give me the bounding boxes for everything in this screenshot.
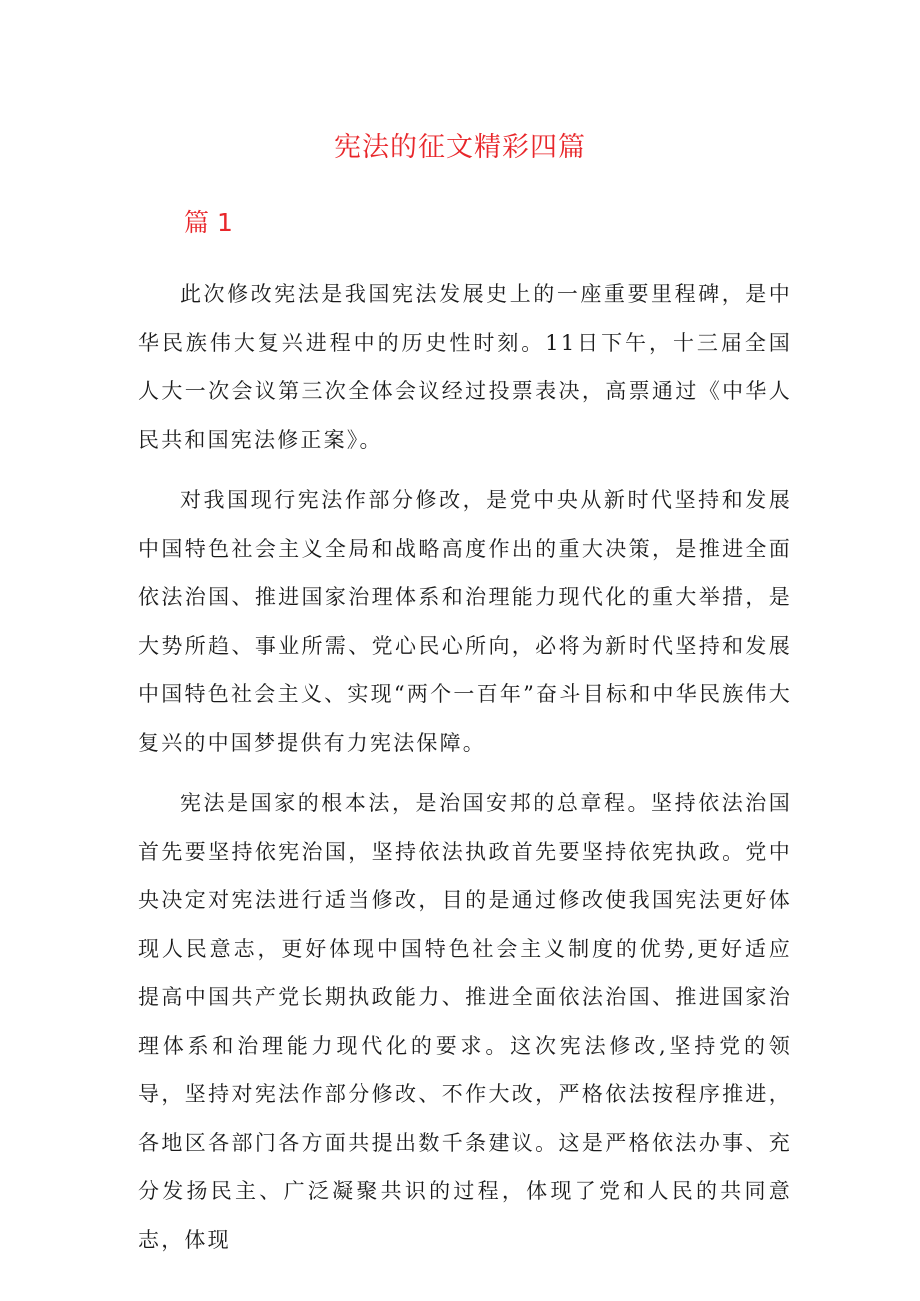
section-heading: 篇 1 xyxy=(184,208,233,237)
body-text xyxy=(138,270,792,1276)
paragraph-3: 宪法是国家的根本法，是治国安邦的总章程。坚持依法治国首先要坚持依宪治国，坚持依法执政首先要坚持依宪执政。党中央决定对宪法进行适当修改，目的是通过修改使我国宪法更好体现人民意志，更好体现中国特色社会主义制度的优势,更好适应提高中国共产党长期执政能力、推进全面依法治国、推进国家治理体系和治理能力现代化的要求。这次宪法修改,坚持党的领导，坚持对宪法作部分修改、不作大改，严格依法按程序推进，各地区各部门各方面共提出数千条建议。这是严格依法办事、充分发扬民主、广泛凝聚共识的过程，体现了党和人民的共同意志，体现 xyxy=(138,791,792,1252)
paragraph-1: 此次修改宪法是我国宪法发展史上的一座重要里程碑，是中华民族伟大复兴进程中的历史性时刻。11日下午，十三届全国人大一次会议第三次全体会议经过投票表决，高票通过《中华人民共和国宪法修正案》。 xyxy=(138,282,792,452)
document-title: 宪法的征文精彩四篇 xyxy=(334,132,586,163)
paragraph-2: 对我国现行宪法作部分修改，是党中央从新时代坚持和发展中国特色社会主义全局和战略高度作出的重大决策，是推进全面依法治国、推进国家治理体系和治理能力现代化的重大举措，是大势所趋、事业所需、党心民心所向，必将为新时代坚持和发展中国特色社会主义、实现“两个一百年”奋斗目标和中华民族伟大复兴的中国梦提供有力宪法保障。 xyxy=(138,488,792,755)
